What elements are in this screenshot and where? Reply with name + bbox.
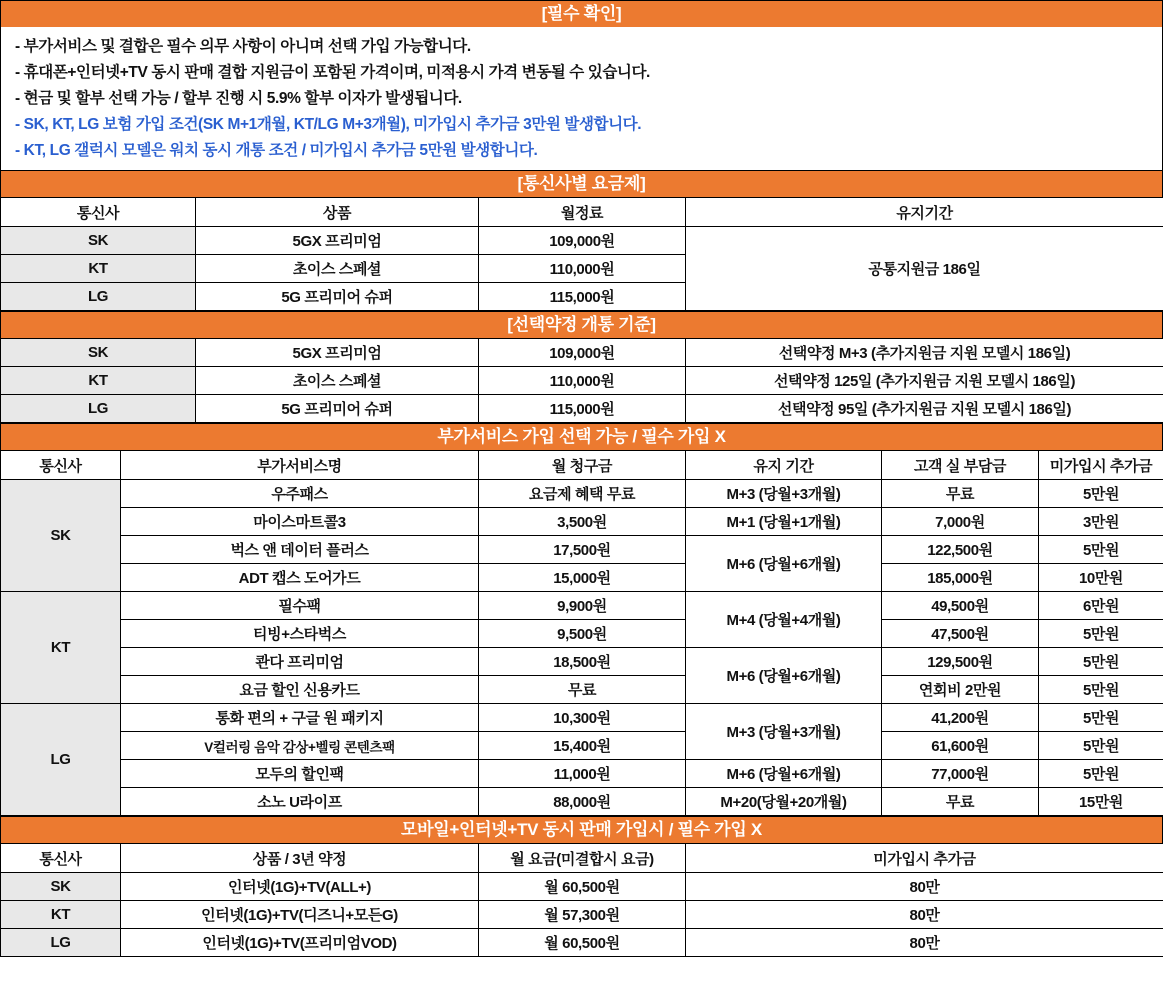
cell-vas-name: 통화 편의 + 구글 원 패키지	[121, 704, 479, 732]
col-carrier: 통신사	[1, 198, 196, 227]
table-row	[1, 592, 1163, 620]
cell-vas-name: 벅스 앤 데이터 플러스	[121, 536, 479, 564]
cell-product: 초이스 스페셜	[196, 367, 479, 395]
table-row	[1, 536, 1163, 564]
cell-period: M+20(당월+20개월)	[686, 788, 882, 816]
cell-period: M+3 (당월+3개월)	[686, 480, 882, 508]
col-carrier: 통신사	[1, 844, 121, 873]
cell-maintain: 선택약정 M+3 (추가지원금 지원 모델시 186일)	[686, 339, 1163, 367]
select-table	[0, 338, 1163, 423]
cell-period: M+4 (당월+4개월)	[686, 592, 882, 648]
col-monthly: 월 청구금	[479, 451, 686, 480]
cell-penalty: 5만원	[1039, 536, 1163, 564]
cell-carrier: SK	[1, 873, 121, 901]
select-title-band: [선택약정 개통 기준]	[0, 311, 1163, 338]
cell-period: M+3 (당월+3개월)	[686, 704, 882, 760]
cell-burden: 77,000원	[882, 760, 1039, 788]
cell-fee: 월 57,300원	[479, 901, 686, 929]
cell-carrier: LG	[1, 395, 196, 423]
col-vas-name: 부가서비스명	[121, 451, 479, 480]
cell-burden: 49,500원	[882, 592, 1039, 620]
cell-penalty: 5만원	[1039, 732, 1163, 760]
table-row	[1, 564, 1163, 592]
cell-penalty: 3만원	[1039, 508, 1163, 536]
cell-carrier: KT	[1, 901, 121, 929]
plan-title-band: [통신사별 요금제]	[0, 170, 1163, 197]
notice-title-band: [필수 확인]	[0, 0, 1163, 27]
cell-vas-name: 마이스마트콜3	[121, 508, 479, 536]
cell-penalty: 5만원	[1039, 676, 1163, 704]
table-row	[1, 929, 1163, 957]
cell-burden: 연회비 2만원	[882, 676, 1039, 704]
table-row	[1, 620, 1163, 648]
cell-burden: 122,500원	[882, 536, 1039, 564]
notice-line: - 현금 및 할부 선택 가능 / 할부 진행 시 5.9% 할부 이자가 발생됩니다.	[15, 90, 462, 107]
table-header-row	[1, 451, 1163, 480]
cell-product: 5G 프리미어 슈퍼	[196, 283, 479, 311]
notice-line: - SK, KT, LG 보험 가입 조건(SK M+1개월, KT/LG M+3개월), 미가입시 추가금 3만원 발생합니다.	[15, 116, 642, 133]
combo-title-band: 모바일+인터넷+TV 동시 판매 가입시 / 필수 가입 X	[0, 816, 1163, 843]
cell-monthly: 17,500원	[479, 536, 686, 564]
table-header-row	[1, 844, 1163, 873]
table-row	[1, 480, 1163, 508]
cell-penalty: 5만원	[1039, 480, 1163, 508]
cell-carrier: SK	[1, 227, 196, 255]
cell-burden: 185,000원	[882, 564, 1039, 592]
table-row	[1, 339, 1163, 367]
cell-penalty: 5만원	[1039, 620, 1163, 648]
cell-burden: 129,500원	[882, 648, 1039, 676]
cell-burden: 47,500원	[882, 620, 1039, 648]
table-row	[1, 760, 1163, 788]
cell-penalty: 80만	[686, 873, 1163, 901]
cell-monthly: 요금제 혜택 무료	[479, 480, 686, 508]
cell-product: 5GX 프리미엄	[196, 339, 479, 367]
col-product: 상품 / 3년 약정	[121, 844, 479, 873]
cell-penalty: 80만	[686, 929, 1163, 957]
cell-fee: 109,000원	[479, 339, 686, 367]
cell-product: 초이스 스페셜	[196, 255, 479, 283]
table-header-row	[1, 198, 1163, 227]
cell-period: M+1 (당월+1개월)	[686, 508, 882, 536]
cell-monthly: 3,500원	[479, 508, 686, 536]
cell-product: 인터넷(1G)+TV(프리미엄VOD)	[121, 929, 479, 957]
col-carrier: 통신사	[1, 451, 121, 480]
notice-block	[0, 27, 1163, 170]
cell-carrier: KT	[1, 367, 196, 395]
cell-carrier: KT	[1, 592, 121, 704]
table-row	[1, 873, 1163, 901]
cell-maintain: 공통지원금 186일	[686, 227, 1163, 311]
cell-carrier: SK	[1, 480, 121, 592]
cell-vas-name: 콴다 프리미엄	[121, 648, 479, 676]
cell-burden: 무료	[882, 788, 1039, 816]
cell-carrier: KT	[1, 255, 196, 283]
cell-vas-name: 필수팩	[121, 592, 479, 620]
cell-vas-name: 소노 U라이프	[121, 788, 479, 816]
cell-monthly: 9,900원	[479, 592, 686, 620]
notice-line: - 부가서비스 및 결합은 필수 의무 사항이 아니며 선택 가입 가능합니다.	[15, 38, 471, 55]
cell-maintain: 선택약정 125일 (추가지원금 지원 모델시 186일)	[686, 367, 1163, 395]
cell-monthly: 9,500원	[479, 620, 686, 648]
cell-period: M+6 (당월+6개월)	[686, 760, 882, 788]
table-row	[1, 788, 1163, 816]
vas-table	[0, 450, 1163, 816]
cell-fee: 월 60,500원	[479, 873, 686, 901]
cell-burden: 41,200원	[882, 704, 1039, 732]
cell-vas-name: 요금 할인 신용카드	[121, 676, 479, 704]
combo-table	[0, 843, 1163, 957]
col-burden: 고객 실 부담금	[882, 451, 1039, 480]
table-row	[1, 704, 1163, 732]
cell-fee: 115,000원	[479, 395, 686, 423]
cell-monthly: 18,500원	[479, 648, 686, 676]
table-row	[1, 648, 1163, 676]
cell-vas-name: 티빙+스타벅스	[121, 620, 479, 648]
cell-monthly: 15,400원	[479, 732, 686, 760]
cell-product: 인터넷(1G)+TV(디즈니+모든G)	[121, 901, 479, 929]
cell-monthly: 무료	[479, 676, 686, 704]
cell-fee: 월 60,500원	[479, 929, 686, 957]
cell-maintain: 선택약정 95일 (추가지원금 지원 모델시 186일)	[686, 395, 1163, 423]
col-penalty: 미가입시 추가금	[1039, 451, 1163, 480]
cell-carrier: LG	[1, 283, 196, 311]
cell-carrier: SK	[1, 339, 196, 367]
cell-penalty: 5만원	[1039, 704, 1163, 732]
cell-product: 5G 프리미어 슈퍼	[196, 395, 479, 423]
col-period: 유지 기간	[686, 451, 882, 480]
cell-burden: 61,600원	[882, 732, 1039, 760]
cell-vas-name: 모두의 할인팩	[121, 760, 479, 788]
col-maintain: 유지기간	[686, 198, 1163, 227]
cell-penalty: 5만원	[1039, 760, 1163, 788]
plan-table	[0, 197, 1163, 311]
cell-product: 인터넷(1G)+TV(ALL+)	[121, 873, 479, 901]
table-row	[1, 732, 1163, 760]
cell-fee: 109,000원	[479, 227, 686, 255]
table-row	[1, 901, 1163, 929]
table-row	[1, 395, 1163, 423]
cell-monthly: 15,000원	[479, 564, 686, 592]
cell-burden: 무료	[882, 480, 1039, 508]
cell-penalty: 10만원	[1039, 564, 1163, 592]
cell-penalty: 6만원	[1039, 592, 1163, 620]
cell-carrier: LG	[1, 704, 121, 816]
cell-vas-name: V컬러링 음악 감상+벨링 콘텐츠팩	[121, 732, 479, 760]
table-row	[1, 367, 1163, 395]
col-penalty: 미가입시 추가금	[686, 844, 1163, 873]
cell-monthly: 88,000원	[479, 788, 686, 816]
cell-fee: 110,000원	[479, 255, 686, 283]
cell-monthly: 10,300원	[479, 704, 686, 732]
cell-product: 5GX 프리미엄	[196, 227, 479, 255]
cell-period: M+6 (당월+6개월)	[686, 648, 882, 704]
cell-penalty: 5만원	[1039, 648, 1163, 676]
table-row	[1, 676, 1163, 704]
cell-fee: 115,000원	[479, 283, 686, 311]
col-fee: 월 요금(미결합시 요금)	[479, 844, 686, 873]
table-row	[1, 227, 1163, 255]
col-product: 상품	[196, 198, 479, 227]
cell-carrier: LG	[1, 929, 121, 957]
cell-monthly: 11,000원	[479, 760, 686, 788]
cell-vas-name: ADT 캡스 도어가드	[121, 564, 479, 592]
notice-line: - 휴대폰+인터넷+TV 동시 판매 결합 지원금이 포함된 가격이며, 미적용시 가격 변동될 수 있습니다.	[15, 64, 650, 81]
cell-penalty: 15만원	[1039, 788, 1163, 816]
vas-title-band: 부가서비스 가입 선택 가능 / 필수 가입 X	[0, 423, 1163, 450]
cell-vas-name: 우주패스	[121, 480, 479, 508]
cell-period: M+6 (당월+6개월)	[686, 536, 882, 592]
cell-burden: 7,000원	[882, 508, 1039, 536]
col-fee: 월정료	[479, 198, 686, 227]
cell-penalty: 80만	[686, 901, 1163, 929]
cell-fee: 110,000원	[479, 367, 686, 395]
notice-line: - KT, LG 갤럭시 모델은 워치 동시 개통 조건 / 미가입시 추가금 5만원 발생합니다.	[15, 142, 538, 159]
table-row	[1, 508, 1163, 536]
